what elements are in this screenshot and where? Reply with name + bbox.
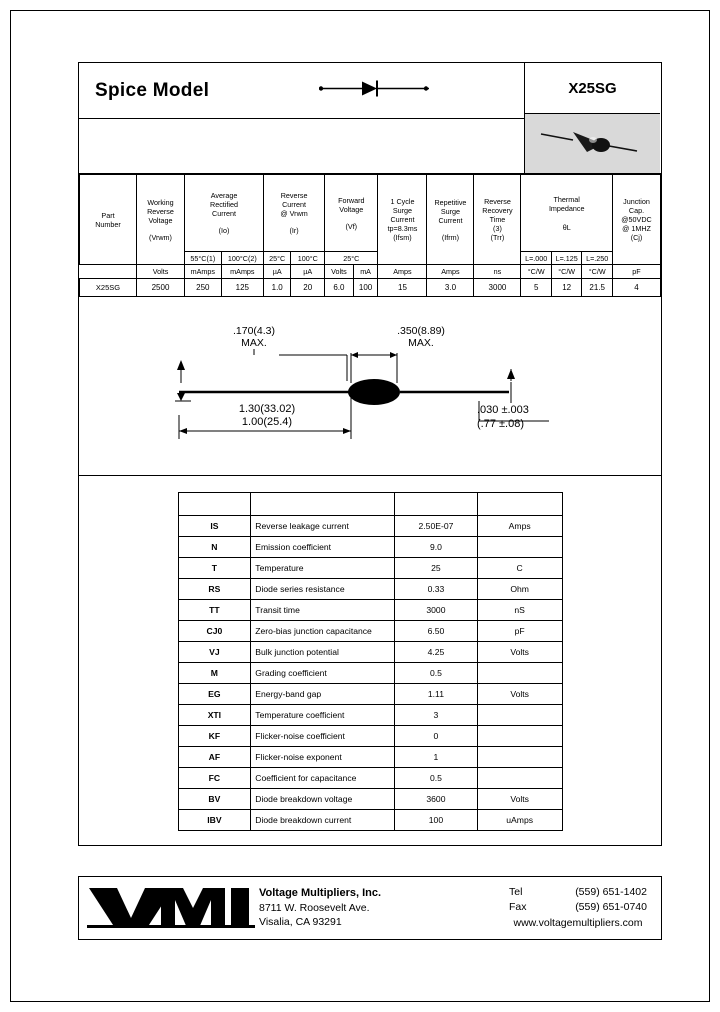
spice-value: 25 xyxy=(395,558,478,579)
spice-parameters-table xyxy=(178,492,563,831)
table-row xyxy=(178,705,562,726)
spec-value-ir-100: 20 xyxy=(291,279,325,297)
spec-col-forward-voltage: Forward Voltage (Vf) xyxy=(325,175,378,252)
table-row xyxy=(178,768,562,789)
table-row xyxy=(178,516,562,537)
spec-value-io-100: 125 xyxy=(221,279,263,297)
spice-desc: Temperature xyxy=(251,558,395,579)
spice-header-unit xyxy=(477,493,562,516)
spice-parameters-section xyxy=(79,476,661,845)
company-name: Voltage Multipliers, Inc. xyxy=(259,887,382,900)
spice-param: RS xyxy=(178,579,251,600)
tel-row xyxy=(509,885,647,900)
address-line-1: 8711 W. Roosevelt Ave. xyxy=(259,902,370,915)
spice-value: 0.33 xyxy=(395,579,478,600)
spice-unit: Volts xyxy=(477,642,562,663)
spice-param: T xyxy=(178,558,251,579)
mechanical-drawing xyxy=(79,297,661,476)
spice-value: 2.50E-07 xyxy=(395,516,478,537)
tel-number: (559) 651-1402 xyxy=(575,885,647,898)
spice-value: 4.25 xyxy=(395,642,478,663)
spice-param: TT xyxy=(178,600,251,621)
spice-param: AF xyxy=(178,747,251,768)
spec-unit-pf: pF xyxy=(613,265,661,279)
table-row xyxy=(178,537,562,558)
contact-info xyxy=(509,885,647,931)
spec-sub-theta-l250: L=.250 xyxy=(582,252,613,265)
dim-body-diameter-line1: .170(4.3) xyxy=(232,325,276,337)
spice-desc: Energy-band gap xyxy=(251,684,395,705)
spice-desc: Zero-bias junction capacitance xyxy=(251,621,395,642)
vmi-logo-icon xyxy=(87,884,255,932)
part-number-title: X25SG xyxy=(525,63,660,114)
fax-number: (559) 651-0740 xyxy=(575,900,647,913)
spice-unit xyxy=(477,747,562,768)
spice-value: 3000 xyxy=(395,600,478,621)
spec-col-reverse-recovery-time: Reverse Recovery Time (3) (Trr) xyxy=(474,175,521,265)
spec-unit-amps-ifsm: Amps xyxy=(378,265,427,279)
spec-col-junction-capacitance: Junction Cap. @50VDC @ 1MHZ (Cj) xyxy=(613,175,661,265)
website-link[interactable]: www.voltagemultipliers.com xyxy=(513,917,643,930)
spice-param: VJ xyxy=(178,642,251,663)
spec-unit-cw-125: °C/W xyxy=(551,265,581,279)
spec-value-io-55: 250 xyxy=(185,279,222,297)
spec-unit-cw-250: °C/W xyxy=(582,265,613,279)
table-row xyxy=(178,600,562,621)
datasheet-body xyxy=(78,62,662,846)
spec-value-vrwm: 2500 xyxy=(137,279,185,297)
table-row xyxy=(178,726,562,747)
spice-param: FC xyxy=(178,768,251,789)
table-row xyxy=(178,684,562,705)
spice-value: 100 xyxy=(395,810,478,831)
spice-header-param xyxy=(178,493,251,516)
spec-value-ir-25: 1.0 xyxy=(264,279,291,297)
spec-unit-cw-000: °C/W xyxy=(521,265,551,279)
spec-col-reverse-current: Reverse Current @ Vrwm (Ir) xyxy=(264,175,325,252)
table-row xyxy=(178,558,562,579)
spec-sub-ir-25c: 25°C xyxy=(264,252,291,265)
spice-desc: Diode breakdown voltage xyxy=(251,789,395,810)
header xyxy=(79,63,661,174)
spec-sub-io-100c: 100°C(2) xyxy=(221,252,263,265)
spec-value-ifrm: 3.0 xyxy=(427,279,474,297)
spec-sub-theta-l000: L=.000 xyxy=(521,252,551,265)
table-row xyxy=(178,663,562,684)
spec-sub-io-55c: 55°C(1) xyxy=(185,252,222,265)
spice-unit xyxy=(477,663,562,684)
spice-param: BV xyxy=(178,789,251,810)
spice-value: 3600 xyxy=(395,789,478,810)
table-row xyxy=(178,621,562,642)
spice-desc: Emission coefficient xyxy=(251,537,395,558)
spice-value: 0.5 xyxy=(395,663,478,684)
svg-text:.030 ±.003: .030 ±.003 xyxy=(477,404,529,416)
spice-param: EG xyxy=(178,684,251,705)
spice-unit: nS xyxy=(477,600,562,621)
spice-value: 1 xyxy=(395,747,478,768)
svg-text:1.30(33.02): 1.30(33.02) xyxy=(238,403,296,415)
spec-value-ifsm: 15 xyxy=(378,279,427,297)
spec-unit-mamps-100: mAmps xyxy=(221,265,263,279)
spec-col-thermal-impedance: Thermal Impedance θL xyxy=(521,175,613,252)
spice-header-row xyxy=(178,493,562,516)
spec-sub-vf-25c: 25°C xyxy=(325,252,378,265)
fax-row xyxy=(509,900,647,915)
address-line-2: Visalia, CA 93291 xyxy=(259,916,342,929)
spice-param: IS xyxy=(178,516,251,537)
table-row xyxy=(178,579,562,600)
spec-col-repetitive-surge-current: Repetitive Surge Current (Ifrm) xyxy=(427,175,474,265)
spice-param: IBV xyxy=(178,810,251,831)
spice-desc: Coefficient for capacitance xyxy=(251,768,395,789)
spice-value: 9.0 xyxy=(395,537,478,558)
dim-body-diameter-line2: MAX. xyxy=(241,337,267,349)
spec-sub-theta-l125: L=.125 xyxy=(551,252,581,265)
spec-col-working-reverse-voltage: Working Reverse Voltage (Vrwm) xyxy=(137,175,185,265)
spec-unit-ns: ns xyxy=(474,265,521,279)
spec-value-vf: 6.0 xyxy=(325,279,354,297)
footer xyxy=(78,876,662,940)
header-title-row xyxy=(79,63,524,119)
spec-col-part-number: Part Number xyxy=(80,175,137,265)
spec-col-average-rectified-current: Average Rectified Current (Io) xyxy=(185,175,264,252)
svg-text:MAX.: MAX. xyxy=(408,337,434,349)
spec-col-surge-current: 1 Cycle Surge Current tp=8.3ms (Ifsm) xyxy=(378,175,427,265)
spec-value-theta-000: 5 xyxy=(521,279,551,297)
spec-sub-ir-100c: 100°C xyxy=(291,252,325,265)
spec-unit-blank xyxy=(80,265,137,279)
spice-unit: Ohm xyxy=(477,579,562,600)
fax-label: Fax xyxy=(509,900,527,913)
spice-unit: Volts xyxy=(477,684,562,705)
table-row xyxy=(178,810,562,831)
diode-symbol-icon xyxy=(319,77,429,104)
header-blank-area xyxy=(79,119,524,173)
table-row xyxy=(178,747,562,768)
spice-unit: Volts xyxy=(477,789,562,810)
spice-desc: Grading coefficient xyxy=(251,663,395,684)
spice-desc: Flicker-noise coefficient xyxy=(251,726,395,747)
spice-desc: Temperature coefficient xyxy=(251,705,395,726)
spec-value-part-number: X25SG xyxy=(80,279,137,297)
spice-param: CJ0 xyxy=(178,621,251,642)
spec-unit-volts: Volts xyxy=(137,265,185,279)
spice-unit xyxy=(477,768,562,789)
spice-desc: Diode breakdown current xyxy=(251,810,395,831)
spec-value-cj: 4 xyxy=(613,279,661,297)
spice-desc: Diode series resistance xyxy=(251,579,395,600)
spec-value-theta-125: 12 xyxy=(551,279,581,297)
spice-unit: Amps xyxy=(477,516,562,537)
spice-unit xyxy=(477,537,562,558)
page-title: Spice Model xyxy=(95,79,210,101)
package-photo xyxy=(525,114,660,173)
spice-desc: Bulk junction potential xyxy=(251,642,395,663)
svg-text:.350(8.89): .350(8.89) xyxy=(397,325,445,337)
spice-unit xyxy=(477,705,562,726)
spec-unit-mamps-55: mAmps xyxy=(185,265,222,279)
spice-desc: Reverse leakage current xyxy=(251,516,395,537)
spec-unit-row xyxy=(80,265,661,279)
header-right xyxy=(525,63,660,173)
spice-unit: C xyxy=(477,558,562,579)
spice-value: 0 xyxy=(395,726,478,747)
header-left xyxy=(79,63,525,173)
specifications-table xyxy=(79,174,661,297)
spice-value: 1.11 xyxy=(395,684,478,705)
svg-text:(.77 ±.08): (.77 ±.08) xyxy=(477,418,525,430)
spice-header-value xyxy=(395,493,478,516)
spec-unit-amps-ifrm: Amps xyxy=(427,265,474,279)
tel-label: Tel xyxy=(509,885,523,898)
spice-value: 0.5 xyxy=(395,768,478,789)
spice-header-desc xyxy=(251,493,395,516)
spec-unit-ua-100: µA xyxy=(291,265,325,279)
table-row xyxy=(178,642,562,663)
spice-desc: Transit time xyxy=(251,600,395,621)
spec-unit-volts-vf: Volts xyxy=(325,265,354,279)
spec-value-row xyxy=(80,279,661,297)
spec-value-if: 100 xyxy=(353,279,378,297)
spec-value-trr: 3000 xyxy=(474,279,521,297)
spice-value: 6.50 xyxy=(395,621,478,642)
spice-value: 3 xyxy=(395,705,478,726)
table-row xyxy=(178,789,562,810)
spice-param: M xyxy=(178,663,251,684)
spice-param: N xyxy=(178,537,251,558)
spice-param: XTI xyxy=(178,705,251,726)
spec-header-row xyxy=(80,175,661,252)
spec-unit-ua-25: µA xyxy=(264,265,291,279)
spec-unit-ma-vf: mA xyxy=(353,265,378,279)
spec-value-theta-250: 21.5 xyxy=(582,279,613,297)
company-address xyxy=(259,886,381,929)
spice-unit: uAmps xyxy=(477,810,562,831)
spice-param: KF xyxy=(178,726,251,747)
svg-text:1.00(25.4): 1.00(25.4) xyxy=(241,416,293,428)
spice-unit xyxy=(477,726,562,747)
spice-desc: Flicker-noise exponent xyxy=(251,747,395,768)
spice-unit: pF xyxy=(477,621,562,642)
